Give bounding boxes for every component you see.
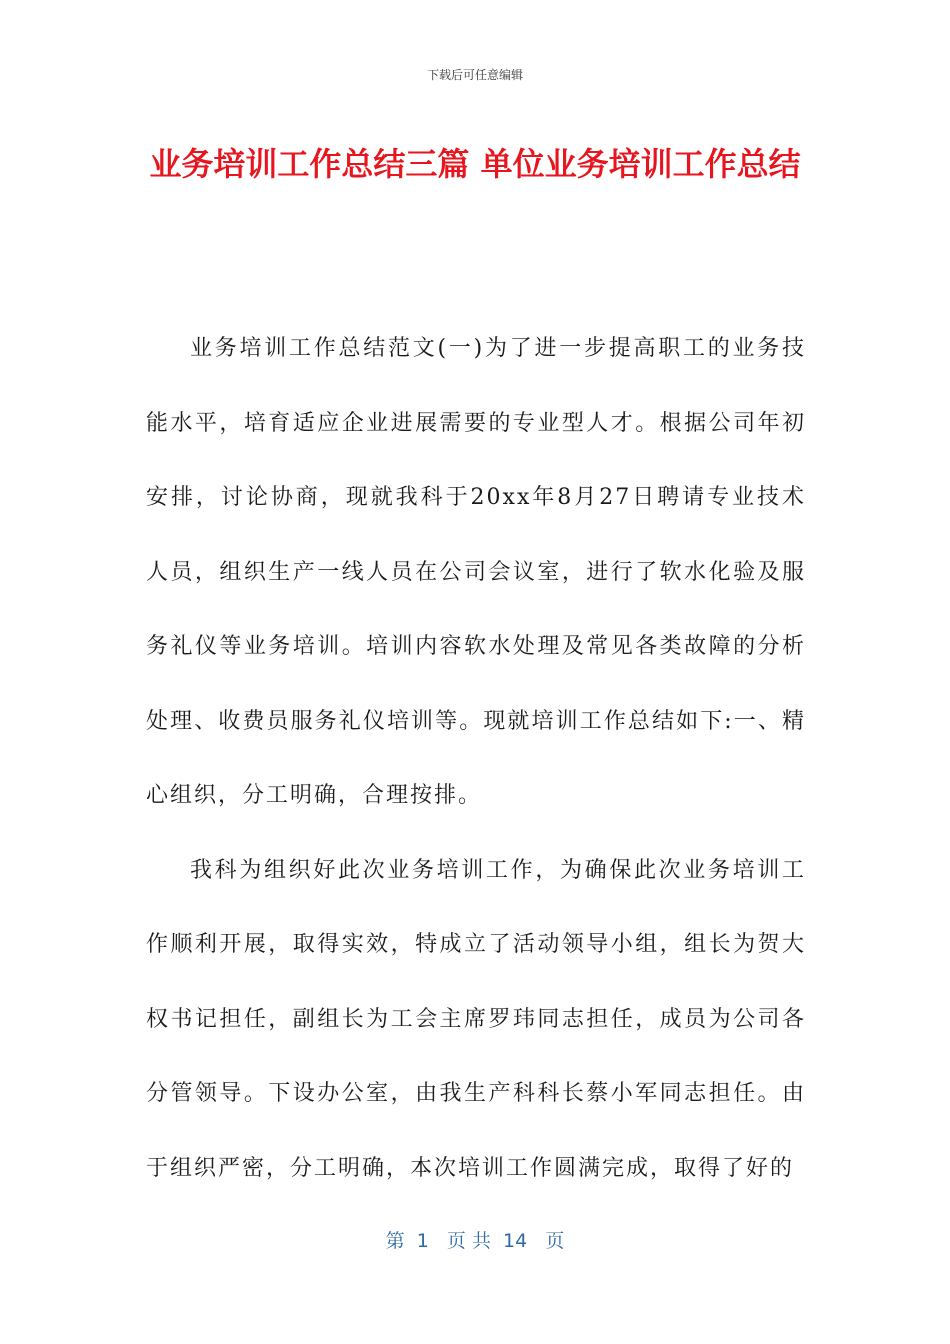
- header-note: 下载后可任意编辑: [426, 68, 523, 82]
- paragraph-2: 我科为组织好此次业务培训工作，为确保此次业务培训工作顺利开展，取得实效，特成立了活动领导小组，组长为贺大权书记担任，副组长为工会主席罗玮同志担任，成员为公司各分管领导。下设办公室，由我生产科科长蔡小军同志担任。由于组织严密，分工明确，本次培训工作圆满完成，取得了好的: [146, 857, 806, 1181]
- paragraph-1: 业务培训工作总结范文(一)为了进一步提高职工的业务技能水平，培育适应企业进展需要的专业型人才。根据公司年初安排，讨论协商，现就我科于20xx年8月27日聘请专业技术人员，组织生产一线人员在公司会议室，进行了软水化验及服务礼仪等业务培训。培训内容软水处理及常见各类故障的分析处理、收费员服务礼仪培训等。现就培训工作总结如下:一、精心组织，分工明确，合理按排。: [146, 336, 806, 808]
- document-title: 业务培训工作总结三篇 单位业务培训工作总结: [149, 145, 801, 183]
- page-number-footer: 第 1 页 共 14 页: [385, 1230, 565, 1252]
- document-body: [146, 312, 806, 1206]
